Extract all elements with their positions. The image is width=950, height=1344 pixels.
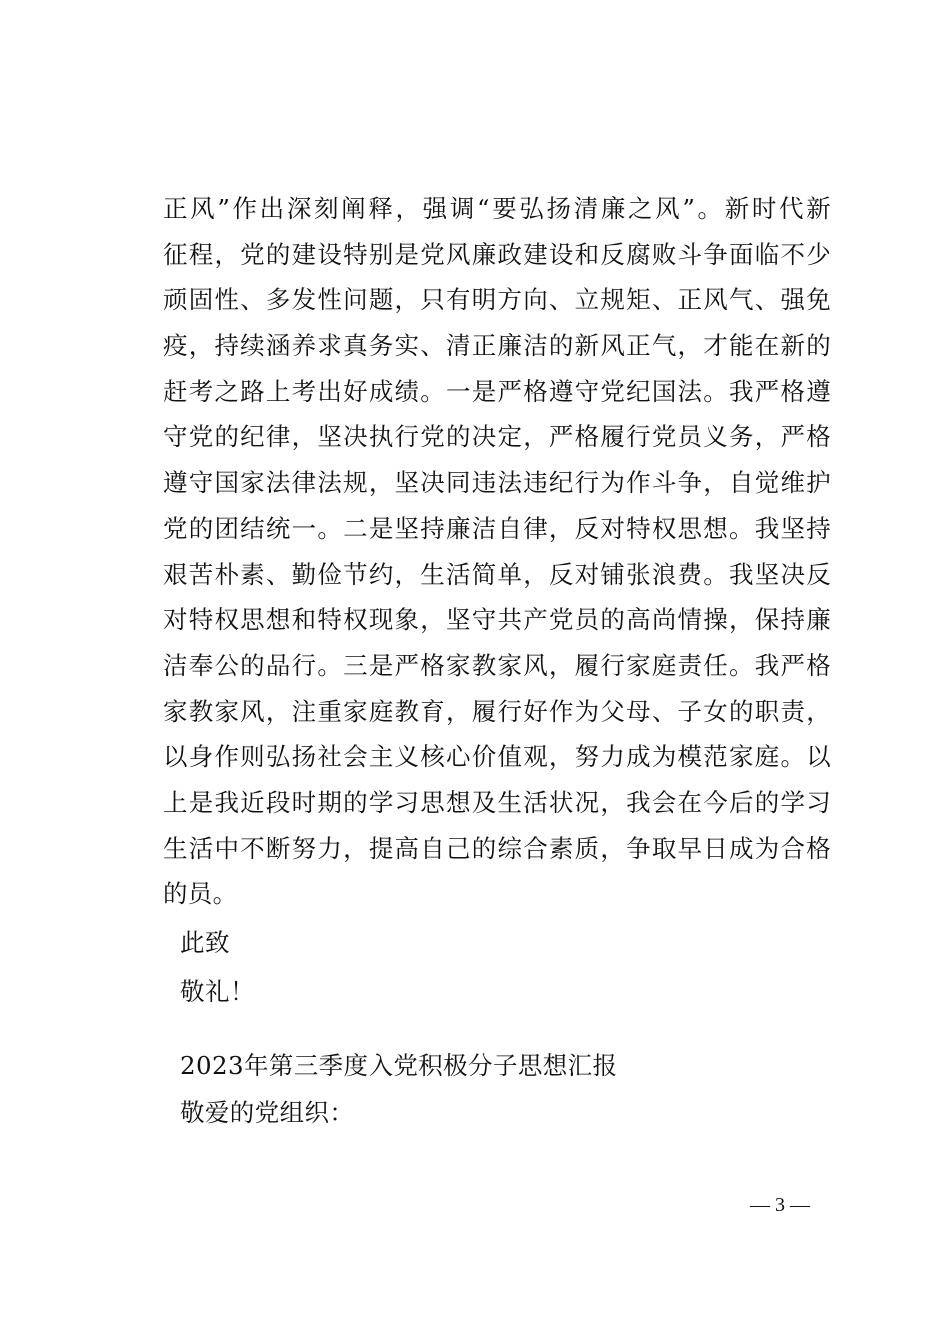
closing-greeting: 此致 bbox=[180, 928, 230, 957]
next-report-salutation: 敬爱的党组织： bbox=[180, 1098, 355, 1127]
body-line-15: 生活中不断努力，提高自己的综合素质，争取早日成为合格 bbox=[163, 833, 831, 863]
body-line-12: 家教家风，注重家庭教育，履行好作为父母、子女的职责， bbox=[163, 696, 831, 726]
body-line-6: 守党的纪律，坚决执行党的决定，严格履行党员义务，严格 bbox=[163, 422, 831, 452]
report-body-paragraph bbox=[163, 186, 831, 917]
body-line-11: 洁奉公的品行。三是严格家教家风，履行家庭责任。我严格 bbox=[163, 650, 831, 680]
body-line-1: 正风”作出深刻阐释，强调“要弘扬清廉之风”。新时代新 bbox=[163, 194, 831, 223]
body-line-2: 征程，党的建设特别是党风廉政建设和反腐败斗争面临不少 bbox=[163, 239, 831, 269]
body-line-9: 艰苦朴素、勤俭节约，生活简单，反对铺张浪费。我坚决反 bbox=[163, 559, 831, 589]
body-line-4: 疫，持续涵养求真务实、清正廉洁的新风正气，才能在新的 bbox=[163, 331, 831, 361]
body-line-3: 顽固性、多发性问题，只有明方向、立规矩、正风气、强免 bbox=[163, 285, 831, 315]
body-line-10: 对特权思想和特权现象，坚守共产党员的高尚情操，保持廉 bbox=[163, 605, 831, 635]
body-line-16: 的员。 bbox=[163, 879, 238, 909]
body-line-5: 赶考之路上考出好成绩。一是严格遵守党纪国法。我严格遵 bbox=[163, 376, 831, 406]
body-line-8: 党的团结统一。二是坚持廉洁自律，反对特权思想。我坚持 bbox=[163, 513, 831, 543]
body-line-14: 上是我近段时期的学习思想及生活状况，我会在今后的学习 bbox=[163, 787, 831, 817]
body-line-13: 以身作则弘扬社会主义核心价值观，努力成为模范家庭。以 bbox=[163, 742, 831, 772]
body-line-7: 遵守国家法律法规，坚决同违法违纪行为作斗争，自觉维护 bbox=[163, 468, 831, 498]
next-report-title: 2023年第三季度入党积极分子思想汇报 bbox=[180, 1051, 618, 1080]
page-number: — 3 — bbox=[750, 1194, 810, 1216]
closing-salute: 敬礼！ bbox=[180, 977, 255, 1006]
